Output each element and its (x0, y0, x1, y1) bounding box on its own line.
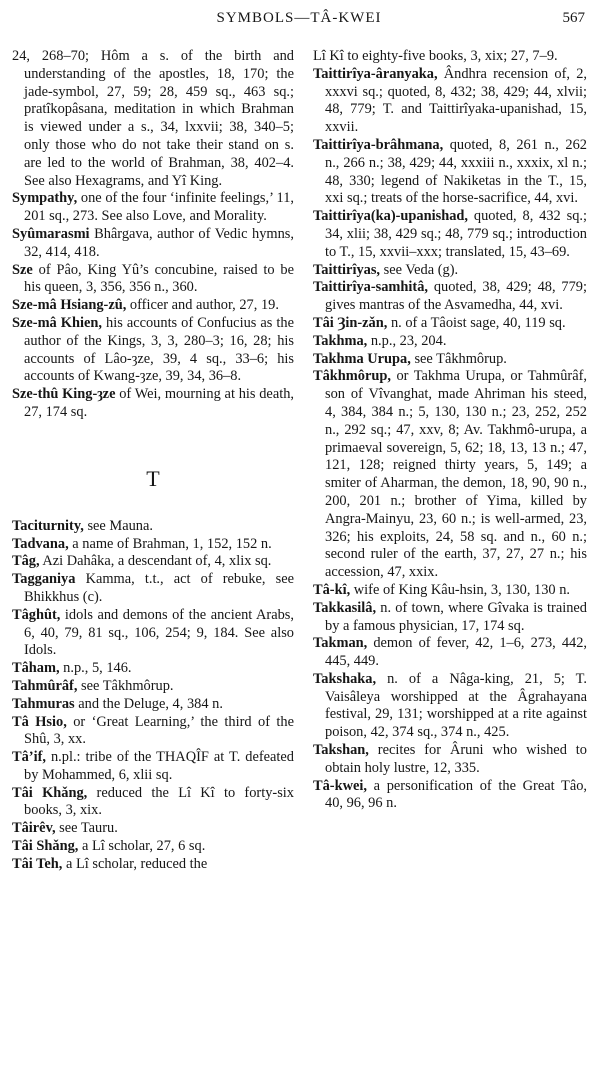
index-entry (12, 386, 294, 422)
entry-headword: Syûmarasmi (12, 225, 90, 242)
entry-text: one of the four ‘infinite feelings,’ 11, 201 sq., 273. See also Love, and Morality. (24, 190, 294, 225)
entry-headword: Taittirîyas, (313, 261, 381, 278)
entry-text: 24, 268–70; Hôm a s. of the birth and understanding of the apostles, 18, 170; the jade-symbol, 27, 59; 28, 459 sq., 463 sq.; pratîkopâsana, meditation in which Brahman is viewed under a s., 34, lxxvii; 38, 340–5; only those who do not take their stand on s. are led to the world of Brahman, 38, 402–4. See also Hexagrams, and Yî King. (12, 48, 294, 189)
entry-text: officer and author, 27, 19. (126, 297, 279, 314)
index-entry (12, 536, 294, 554)
entry-headword: Tagganiya (12, 571, 76, 588)
index-entry (12, 571, 294, 607)
entry-text: his accounts of Confucius as the author of the Kings, 3, 3, 280–3; 16, 28; his accounts of Lâo-ȝze, 39, 4 sq., 33–6; his accounts of Kwang-ȝze, 39, 34, 36–8. (24, 314, 294, 385)
entry-headword: Tâg, (12, 553, 40, 570)
index-entry (12, 714, 294, 750)
index-entry (12, 226, 294, 262)
entry-text: n. of a Tâoist sage, 40, 119 sq. (387, 314, 566, 331)
index-entry (313, 582, 587, 600)
index-entry (12, 838, 294, 856)
index-entry (313, 671, 587, 742)
entry-headword: Tâ-kwei, (313, 777, 367, 794)
entry-text: a personification of the Great Tâo, 40, 96, 96 n. (325, 777, 587, 812)
index-entry (12, 518, 294, 536)
section-letter: T (146, 465, 160, 491)
index-entry (313, 66, 587, 137)
index-entry (12, 785, 294, 821)
index-entry (12, 607, 294, 660)
entry-headword: Taittirîya(ka)-upanishad, (313, 208, 469, 225)
entry-text: wife of King Kâu-hsin, 3, 130, 130 n. (350, 581, 571, 598)
entry-headword: Tâham, (12, 660, 60, 677)
entry-text: see Veda (g). (380, 261, 459, 278)
entry-headword: Tahmuras (12, 695, 75, 712)
index-entry (313, 742, 587, 778)
entry-text: and the Deluge, 4, 384 n. (74, 695, 223, 712)
index-entry (12, 660, 294, 678)
index-entry (12, 696, 294, 714)
entry-text: Lî Kî to eighty-five books, 3, xix; 27, 7–9. (313, 48, 558, 64)
entry-headword: Takhma Urupa, (313, 350, 411, 367)
entry-text: idols and demons of the ancient Arabs, 6, 40, 79, 81 sq., 106, 254; 9, 184. See also Idols. (24, 606, 294, 659)
entry-headword: Takhma, (313, 332, 368, 349)
entry-headword: Tâirêv, (12, 820, 56, 837)
entry-text: see Mauna. (83, 517, 153, 534)
entry-text: Ândhra recension of, 2, xxxvi sq.; quoted, 8, 432; 38, 429; 44, xlvii; 48, 779; T. and Taittirîyaka-upanishad, 15, xxvii. (325, 65, 587, 136)
index-entry (313, 262, 587, 280)
entry-text: or ‘Great Learning,’ the third of the Shû, 3, xx. (24, 713, 294, 748)
index-entry (313, 600, 587, 636)
entry-headword: Sze-mâ Khien, (12, 314, 102, 331)
entry-text: or Takhma Urupa, or Tahmûrâf, son of Vîvanghat, made Ahriman his steed, 4, 384, 384 n.; 5, 130, 130 n.; 23, 252, 252 n., 292 sq.; 47, xxv, 8; Av. Takhmô-urupa, a primaeval sovereign, 5, 62; 18, 13, 13 n.; 47, 121, 128; reigned thirty years, 5, 149; a smiter of Aharman, the demon, 18, 90, 90 n., 200, 201 n.; brother of Yima, killed by Angra-Mainyu, 23, 60 n.; is well-armed, 23, 326; his exploits, 24, 58 sq. and n., 60 n.; second ruler of the earth, 37, 27, 27 n.; his accession, 47, xxix. (325, 368, 587, 581)
entry-headword: Takshaka, (313, 670, 377, 687)
entry-headword: Tâ-kî, (313, 581, 351, 598)
entry-headword: Tadvana, (12, 535, 69, 552)
entry-headword: Sympathy, (12, 190, 78, 207)
index-entry (313, 137, 587, 208)
entry-headword: Taciturnity, (12, 517, 84, 534)
entry-headword: Taittirîya-âranyaka, (313, 65, 438, 82)
entry-text: n. of a Nâga-king, 21, 5; T. Vaisâleya worshipped at the Âgrahayana festival, 29, 131; worshipped at a rite against poison, 42, 374 sq., 374 n., 425. (325, 670, 587, 741)
entry-headword: Sze (12, 261, 33, 278)
entry-text: see Tâkhmôrup. (77, 677, 174, 694)
running-header (0, 10, 598, 38)
entry-text: of Pâo, King Yû’s concubine, raised to be his queen, 3, 356, 356 n., 360. (24, 261, 294, 296)
right-column (313, 48, 587, 813)
entry-headword: Taittirîya-samhitâ, (313, 279, 428, 296)
entry-headword: Tâghût, (12, 606, 61, 623)
entry-text: quoted, 8, 432 sq.; 34, xlii; 38, 429 sq.; 48, 779 sq.; introduction to T., 15, xxvii–xxx; translated, 15, 43–69. (325, 208, 587, 260)
entry-headword: Tâi Ȝin-zǎn, (313, 314, 388, 331)
index-entry (12, 553, 294, 571)
entry-text: n. of town, where Gîvaka is trained by a famous physician, 17, 174 sq. (325, 599, 587, 634)
entry-text: a Lî scholar, reduced the (62, 855, 208, 872)
entry-text: n.p., 5, 146. (59, 660, 132, 677)
entry-text: see Tauru. (55, 820, 118, 837)
entry-headword: Tâ’if, (12, 749, 46, 766)
entry-headword: Takkasilâ, (313, 599, 377, 616)
index-entry (12, 48, 294, 190)
entry-headword: Tahmûrâf, (12, 677, 78, 694)
entry-text: quoted, 8, 261 n., 262 n., 266 n.; 38, 429; 44, xxxiii n., xxxix, xl n.; 48, 330; legend of Nakiketas in the T., 15, xxi sq.; treats of the horse-sacrifice, 44, xvi. (325, 136, 587, 207)
entry-text: Bhârgava, author of Vedic hymns, 32, 414, 418. (24, 225, 294, 260)
index-entry (12, 678, 294, 696)
entry-headword: Tâi Khǎng, (12, 784, 88, 801)
entry-headword: Sze-mâ Hsiang-zû, (12, 297, 127, 314)
entry-headword: Sze-thû King-ȝze (12, 386, 116, 403)
entry-text: of Wei, mourning at his death, 27, 174 sq. (24, 386, 294, 420)
index-entry (313, 315, 587, 333)
right-entries (313, 48, 587, 813)
entry-text: n.pl.: tribe of the THAQÎF at T. defeated by Mohammed, 6, xlii sq. (24, 749, 294, 783)
index-entry (313, 208, 587, 261)
index-entry (12, 315, 294, 386)
index-entry (12, 820, 294, 838)
index-entry (12, 856, 294, 874)
entry-text: recites for Âruni who wished to obtain holy lustre, 12, 335. (325, 742, 587, 776)
index-entry (313, 48, 587, 66)
index-entry (313, 351, 587, 369)
entry-text: demon of fever, 42, 1–6, 273, 442, 445, 449. (325, 635, 587, 670)
entry-text: a Lî scholar, 27, 6 sq. (78, 838, 206, 855)
entry-text: reduced the Lî Kî to forty-six books, 3, xix. (24, 784, 294, 819)
entry-headword: Tâkhmôrup, (313, 368, 391, 385)
index-entry (313, 333, 587, 351)
entry-text: see Tâkhmôrup. (410, 350, 507, 367)
index-entry (12, 190, 294, 226)
left-entries-before (12, 48, 294, 422)
entry-headword: Tâi Shǎng, (12, 838, 79, 855)
page-number: 567 (562, 10, 585, 26)
index-entry (12, 262, 294, 298)
entry-text: quoted, 38, 429; 48, 779; gives mantras of the Asvamedha, 44, xvi. (325, 279, 587, 314)
entry-headword: Takman, (313, 635, 368, 652)
entry-text: Kamma, t.t., act of rebuke, see Bhikkhus (c). (24, 571, 294, 605)
index-entry (313, 368, 587, 582)
index-entry (12, 297, 294, 315)
entry-text: n.p., 23, 204. (367, 332, 447, 349)
index-entry (313, 778, 587, 814)
left-entries-after (12, 518, 294, 874)
running-title: SYMBOLS—TÂ-KWEI (216, 10, 382, 26)
entry-headword: Tâi Teh, (12, 855, 63, 872)
index-entry (313, 279, 587, 315)
entry-text: Azi Dahâka, a descendant of, 4, xlix sq. (39, 553, 272, 570)
entry-headword: Taittirîya-brâhmana, (313, 136, 444, 153)
entry-headword: Takshan, (313, 742, 369, 759)
index-entry (12, 749, 294, 785)
entry-headword: Tâ Hsio, (12, 713, 67, 730)
left-column (12, 48, 294, 874)
entry-text: a name of Brahman, 1, 152, 152 n. (68, 535, 272, 552)
index-entry (313, 635, 587, 671)
